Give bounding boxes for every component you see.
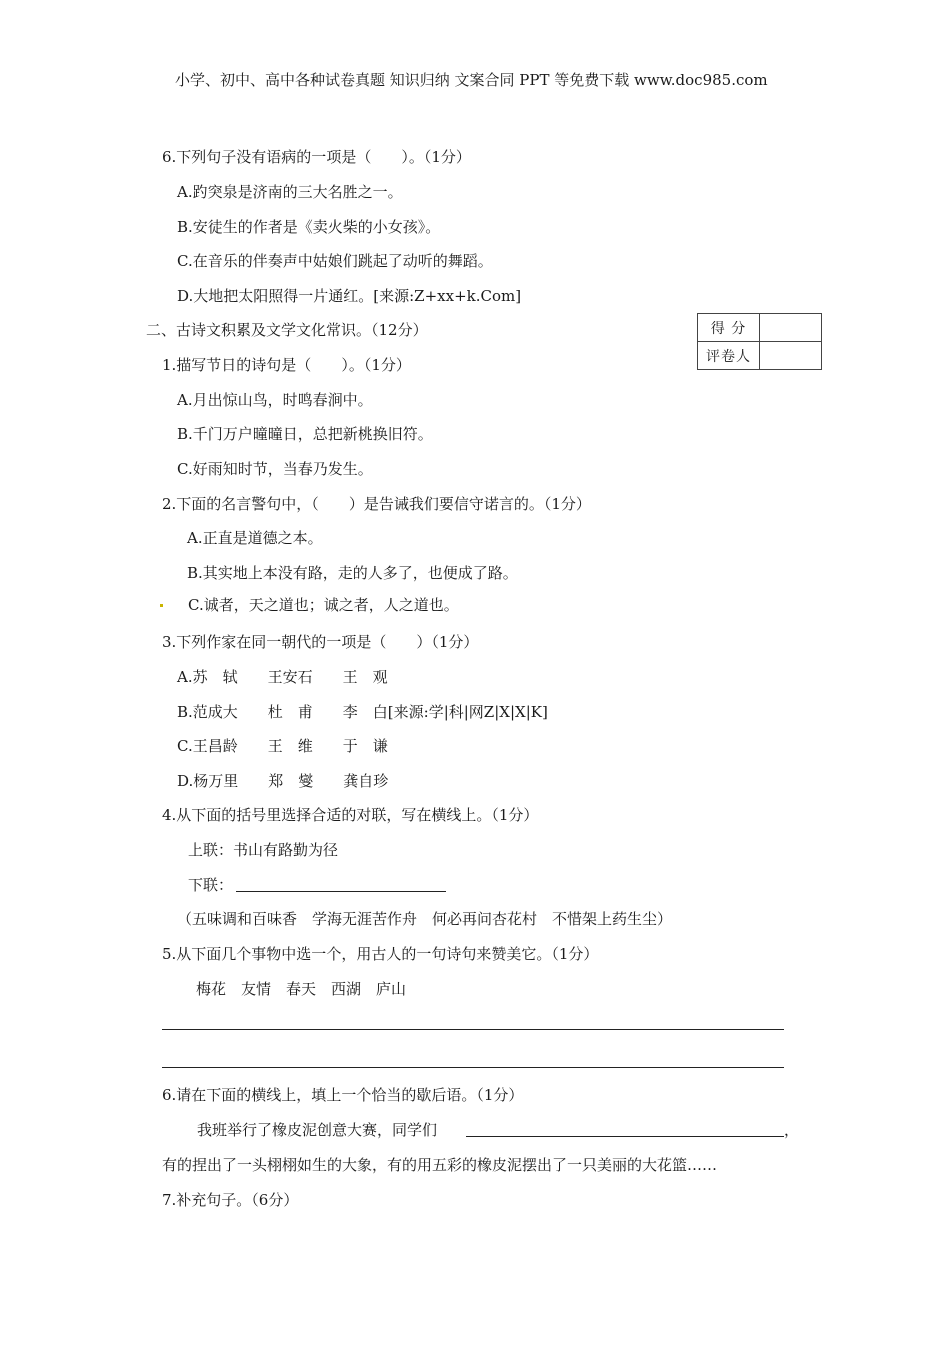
s1-option-c: C.好雨知时节，当春乃发生。 [177, 460, 373, 478]
q6-option-d: D.大地把太阳照得一片通红。[来源:Z+xx+k.Com] [177, 287, 522, 305]
score-label: 得 分 [698, 314, 760, 342]
s7-stem: 7.补充句子。（6分） [162, 1191, 299, 1209]
marker-dot [160, 604, 163, 607]
s5-answer-line-2[interactable] [162, 1067, 784, 1068]
s6-sentence-end: 有的捏出了一头栩栩如生的大象，有的用五彩的橡皮泥摆出了一只美丽的大花篮…… [162, 1156, 718, 1174]
s2-option-c: C.诚者，天之道也；诚之者，人之道也。 [188, 596, 459, 614]
q6-option-b: B.安徒生的作者是《卖火柴的小女孩》。 [177, 218, 441, 236]
s3-stem: 3.下列作家在同一朝代的一项是（ ）（1分） [162, 633, 479, 651]
score-table [697, 313, 822, 370]
grader-cell[interactable] [760, 342, 822, 370]
grader-label: 评卷人 [698, 342, 760, 370]
s6-stem: 6.请在下面的横线上，填上一个恰当的歇后语。（1分） [162, 1086, 524, 1104]
page-header: 小学、初中、高中各种试卷真题 知识归纳 文案合同 PPT 等免费下载 www.doc985.com [175, 71, 768, 89]
q6-option-a: A.趵突泉是济南的三大名胜之一。 [177, 183, 403, 201]
s4-options: （五味调和百味香 学海无涯苦作舟 何必再问杏花村 不惜架上药生尘） [177, 910, 673, 928]
q6-stem: 6.下列句子没有语病的一项是（ ）。（1分） [162, 148, 471, 166]
s5-answer-line-1[interactable] [162, 1029, 784, 1030]
s4-lower-label: 下联： [188, 876, 234, 894]
s3-option-c: C.王昌龄 王 维 于 谦 [177, 737, 388, 755]
s3-option-b: B.范成大 杜 甫 李 白[来源:学|科|网Z|X|X|K] [177, 703, 548, 721]
s6-answer-line[interactable] [466, 1136, 784, 1137]
s4-upper-couplet: 上联：书山有路勤为径 [188, 841, 339, 859]
s6-comma: ， [784, 1121, 800, 1139]
s2-option-b: B.其实地上本没有路，走的人多了，也便成了路。 [187, 564, 518, 582]
s1-stem: 1.描写节日的诗句是（ ）。（1分） [162, 356, 411, 374]
s6-sentence-start: 我班举行了橡皮泥创意大赛，同学们 [197, 1121, 438, 1139]
s1-option-a: A.月出惊山鸟，时鸣春涧中。 [177, 391, 373, 409]
s2-stem: 2.下面的名言警句中，（ ）是告诫我们要信守诺言的。（1分） [162, 495, 591, 513]
s1-option-b: B.千门万户曈曈日，总把新桃换旧符。 [177, 425, 433, 443]
s4-stem: 4.从下面的括号里选择合适的对联，写在横线上。（1分） [162, 806, 539, 824]
s5-items: 梅花 友情 春天 西湖 庐山 [196, 980, 407, 998]
s4-answer-line[interactable] [236, 891, 446, 892]
score-cell[interactable] [760, 314, 822, 342]
q6-option-c: C.在音乐的伴奏声中姑娘们跳起了动听的舞蹈。 [177, 252, 493, 270]
section-2-title: 二、古诗文积累及文学文化常识。（12分） [146, 321, 428, 339]
s3-option-d: D.杨万里 郑 燮 龚自珍 [177, 772, 389, 790]
s2-option-a: A.正直是道德之本。 [187, 529, 323, 547]
s5-stem: 5.从下面几个事物中选一个，用古人的一句诗句来赞美它。（1分） [162, 945, 599, 963]
s3-option-a: A.苏 轼 王安石 王 观 [177, 668, 388, 686]
